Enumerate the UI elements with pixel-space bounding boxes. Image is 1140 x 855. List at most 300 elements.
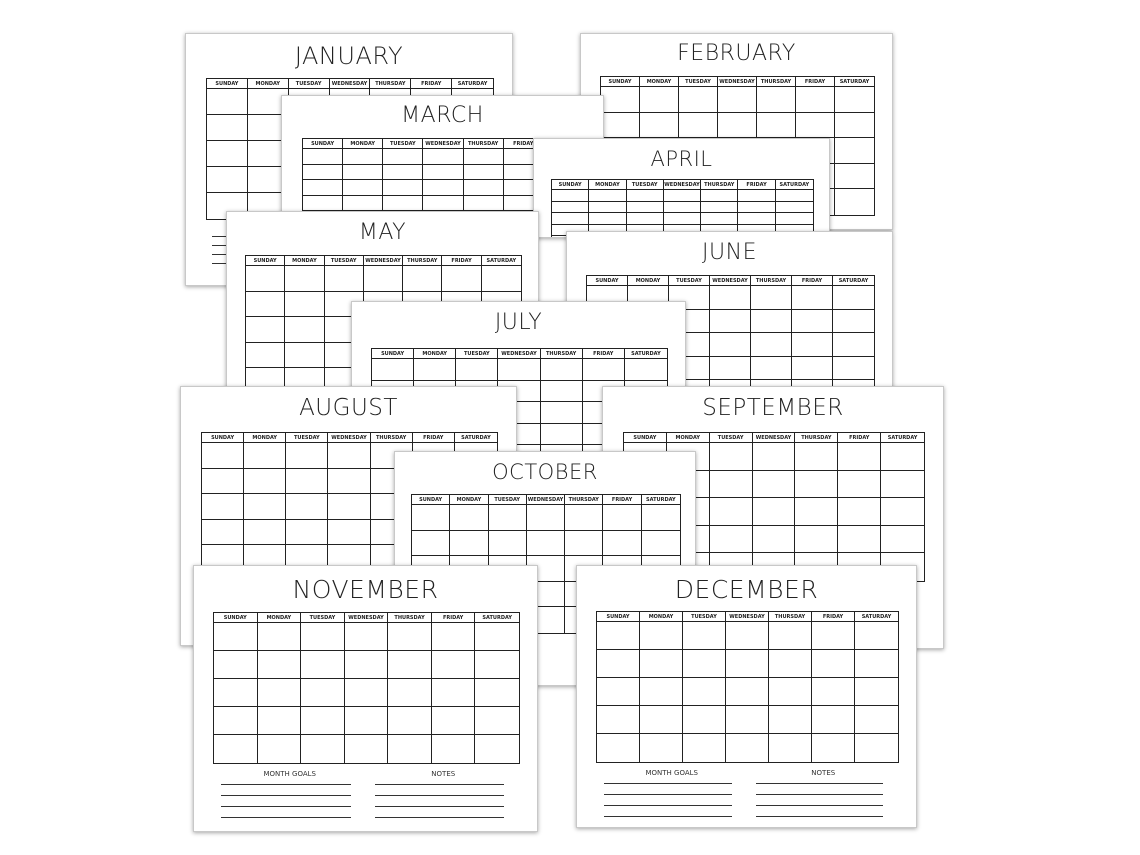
- weekday-header: THURSDAY: [769, 612, 812, 622]
- day-cell[interactable]: [388, 735, 432, 763]
- day-cell[interactable]: [423, 180, 463, 196]
- month-title: JANUARY: [294, 42, 404, 70]
- day-cell[interactable]: [664, 190, 701, 202]
- day-cell[interactable]: [286, 520, 328, 546]
- day-cell[interactable]: [583, 359, 625, 381]
- day-cell[interactable]: [207, 167, 248, 193]
- day-cell[interactable]: [640, 650, 683, 678]
- day-cell[interactable]: [683, 706, 726, 734]
- day-cell[interactable]: [432, 735, 476, 763]
- weekday-header: FRIDAY: [796, 77, 835, 87]
- day-cell[interactable]: [835, 189, 874, 215]
- day-cell[interactable]: [207, 115, 248, 141]
- day-cell[interactable]: [833, 310, 874, 334]
- day-cell[interactable]: [343, 196, 383, 212]
- weekday-header: MONDAY: [628, 276, 669, 286]
- month-grid: [551, 179, 814, 238]
- weekday-header: FRIDAY: [432, 613, 476, 623]
- weekday-header: WEDNESDAY: [726, 612, 769, 622]
- day-cell[interactable]: [328, 443, 370, 469]
- day-cell[interactable]: [792, 286, 833, 310]
- note-line[interactable]: [375, 784, 505, 785]
- weekday-header: FRIDAY: [792, 276, 833, 286]
- weekday-header: SATURDAY: [452, 79, 493, 89]
- day-cell[interactable]: [423, 196, 463, 212]
- day-cell[interactable]: [207, 89, 248, 115]
- day-cell[interactable]: [489, 531, 527, 557]
- weekday-header: SATURDAY: [881, 433, 924, 443]
- day-cell[interactable]: [769, 734, 812, 762]
- day-cell[interactable]: [881, 471, 924, 499]
- day-cell[interactable]: [464, 196, 504, 212]
- day-cell[interactable]: [812, 734, 855, 762]
- note-line[interactable]: [756, 805, 884, 806]
- day-cell[interactable]: [456, 359, 498, 381]
- day-cell[interactable]: [286, 443, 328, 469]
- weekday-header: THURSDAY: [701, 180, 738, 190]
- month-title: DECEMBER: [674, 575, 819, 604]
- day-cell[interactable]: [475, 735, 519, 763]
- day-cell[interactable]: [383, 196, 423, 212]
- day-cell[interactable]: [701, 190, 738, 202]
- month-title: SEPTEMBER: [702, 395, 844, 421]
- day-cell[interactable]: [498, 359, 540, 381]
- day-cell[interactable]: [450, 531, 488, 557]
- note-line[interactable]: [756, 816, 884, 817]
- day-cell[interactable]: [701, 202, 738, 214]
- weekday-header: SUNDAY: [303, 139, 343, 149]
- note-line[interactable]: [756, 794, 884, 795]
- weekday-header: SUNDAY: [624, 433, 667, 443]
- day-cell[interactable]: [627, 190, 664, 202]
- weekday-header: SUNDAY: [202, 433, 244, 443]
- day-cell[interactable]: [640, 706, 683, 734]
- day-cell[interactable]: [285, 343, 324, 369]
- day-cell[interactable]: [432, 651, 476, 679]
- day-cell[interactable]: [751, 357, 792, 381]
- goal-line[interactable]: [604, 816, 732, 817]
- day-cell[interactable]: [751, 333, 792, 357]
- day-cell[interactable]: [664, 213, 701, 225]
- day-cell[interactable]: [597, 650, 640, 678]
- day-cell[interactable]: [328, 469, 370, 495]
- day-cell[interactable]: [207, 141, 248, 167]
- weekday-header: WEDNESDAY: [345, 613, 389, 623]
- day-cell[interactable]: [442, 266, 481, 292]
- day-cell[interactable]: [710, 286, 751, 310]
- day-cell[interactable]: [450, 505, 488, 531]
- weekday-header: THURSDAY: [371, 433, 413, 443]
- month-title: NOVEMBER: [292, 575, 439, 604]
- day-cell[interactable]: [565, 531, 603, 557]
- day-cell[interactable]: [475, 679, 519, 707]
- day-cell[interactable]: [812, 622, 855, 650]
- day-cell[interactable]: [388, 707, 432, 735]
- day-cell[interactable]: [776, 190, 813, 202]
- day-cell[interactable]: [301, 623, 345, 651]
- day-cell[interactable]: [726, 706, 769, 734]
- day-cell[interactable]: [589, 190, 626, 202]
- weekday-header: FRIDAY: [603, 495, 641, 505]
- day-cell[interactable]: [597, 678, 640, 706]
- day-cell[interactable]: [589, 202, 626, 214]
- day-cell[interactable]: [776, 202, 813, 214]
- day-cell[interactable]: [464, 165, 504, 181]
- day-cell[interactable]: [345, 651, 389, 679]
- day-cell[interactable]: [642, 505, 680, 531]
- goal-line[interactable]: [604, 794, 732, 795]
- day-cell[interactable]: [244, 443, 286, 469]
- weekday-header: THURSDAY: [403, 256, 442, 266]
- day-cell[interactable]: [753, 443, 796, 471]
- day-cell[interactable]: [475, 623, 519, 651]
- day-cell[interactable]: [303, 165, 343, 181]
- day-cell[interactable]: [835, 164, 874, 190]
- day-cell[interactable]: [642, 531, 680, 557]
- day-cell[interactable]: [423, 165, 463, 181]
- note-line[interactable]: [375, 817, 505, 818]
- day-cell[interactable]: [412, 531, 450, 557]
- day-cell[interactable]: [202, 520, 244, 546]
- day-cell[interactable]: [527, 505, 565, 531]
- weekday-header: SUNDAY: [552, 180, 589, 190]
- day-cell[interactable]: [285, 292, 324, 318]
- day-cell[interactable]: [383, 165, 423, 181]
- day-cell[interactable]: [683, 734, 726, 762]
- day-cell[interactable]: [285, 266, 324, 292]
- day-cell[interactable]: [769, 678, 812, 706]
- day-cell[interactable]: [795, 526, 838, 554]
- day-cell[interactable]: [552, 213, 589, 225]
- day-cell[interactable]: [258, 623, 302, 651]
- month-title: MAY: [358, 220, 407, 245]
- weekday-header: WEDNESDAY: [330, 79, 371, 89]
- day-cell[interactable]: [286, 494, 328, 520]
- day-cell[interactable]: [710, 526, 753, 554]
- day-cell[interactable]: [541, 402, 583, 424]
- weekday-header: TUESDAY: [489, 495, 527, 505]
- day-cell[interactable]: [328, 494, 370, 520]
- weekday-header: MONDAY: [343, 139, 383, 149]
- day-cell[interactable]: [833, 357, 874, 381]
- weekday-header: SATURDAY: [776, 180, 813, 190]
- day-cell[interactable]: [601, 87, 640, 113]
- day-cell[interactable]: [683, 650, 726, 678]
- day-cell[interactable]: [541, 359, 583, 381]
- day-cell[interactable]: [202, 469, 244, 495]
- day-cell[interactable]: [258, 735, 302, 763]
- day-cell[interactable]: [403, 266, 442, 292]
- day-cell[interactable]: [881, 526, 924, 554]
- day-cell[interactable]: [214, 651, 258, 679]
- day-cell[interactable]: [855, 706, 898, 734]
- day-cell[interactable]: [683, 622, 726, 650]
- day-cell[interactable]: [751, 286, 792, 310]
- month-title: AUGUST: [299, 395, 398, 421]
- day-cell[interactable]: [640, 678, 683, 706]
- day-cell[interactable]: [679, 113, 718, 139]
- day-cell[interactable]: [565, 505, 603, 531]
- day-cell[interactable]: [838, 526, 881, 554]
- day-cell[interactable]: [753, 498, 796, 526]
- day-cell[interactable]: [423, 149, 463, 165]
- day-cell[interactable]: [214, 623, 258, 651]
- day-cell[interactable]: [202, 494, 244, 520]
- weekday-header: MONDAY: [244, 433, 286, 443]
- day-cell[interactable]: [726, 622, 769, 650]
- goal-line[interactable]: [221, 795, 351, 796]
- day-cell[interactable]: [345, 707, 389, 735]
- day-cell[interactable]: [627, 202, 664, 214]
- day-cell[interactable]: [597, 622, 640, 650]
- day-cell[interactable]: [527, 531, 565, 557]
- note-line[interactable]: [756, 783, 884, 784]
- day-cell[interactable]: [710, 357, 751, 381]
- month-title: JUNE: [702, 240, 757, 265]
- day-cell[interactable]: [792, 357, 833, 381]
- goal-line[interactable]: [604, 805, 732, 806]
- day-cell[interactable]: [738, 190, 775, 202]
- weekday-header: TUESDAY: [286, 433, 328, 443]
- day-cell[interactable]: [214, 679, 258, 707]
- day-cell[interactable]: [597, 734, 640, 762]
- day-cell[interactable]: [710, 443, 753, 471]
- day-cell[interactable]: [464, 180, 504, 196]
- day-cell[interactable]: [589, 213, 626, 225]
- day-cell[interactable]: [792, 333, 833, 357]
- day-cell[interactable]: [414, 359, 456, 381]
- day-cell[interactable]: [432, 623, 476, 651]
- day-cell[interactable]: [475, 651, 519, 679]
- day-cell[interactable]: [835, 138, 874, 164]
- day-cell[interactable]: [258, 679, 302, 707]
- day-cell[interactable]: [343, 165, 383, 181]
- day-cell[interactable]: [795, 471, 838, 499]
- day-cell[interactable]: [738, 213, 775, 225]
- day-cell[interactable]: [757, 113, 796, 139]
- day-cell[interactable]: [769, 622, 812, 650]
- day-cell[interactable]: [833, 333, 874, 357]
- day-cell[interactable]: [552, 202, 589, 214]
- weekday-header: WEDNESDAY: [328, 433, 370, 443]
- day-cell[interactable]: [388, 679, 432, 707]
- weekday-header: FRIDAY: [413, 433, 455, 443]
- day-cell[interactable]: [388, 651, 432, 679]
- day-cell[interactable]: [301, 707, 345, 735]
- day-cell[interactable]: [541, 424, 583, 446]
- weekday-header: SUNDAY: [412, 495, 450, 505]
- day-cell[interactable]: [710, 471, 753, 499]
- weekday-header: SUNDAY: [207, 79, 248, 89]
- day-cell[interactable]: [464, 149, 504, 165]
- weekday-header: SATURDAY: [625, 349, 667, 359]
- day-cell[interactable]: [855, 678, 898, 706]
- weekday-header: FRIDAY: [504, 139, 544, 149]
- day-cell[interactable]: [726, 678, 769, 706]
- day-cell[interactable]: [640, 734, 683, 762]
- day-cell[interactable]: [664, 202, 701, 214]
- weekday-header: SUNDAY: [246, 256, 285, 266]
- day-cell[interactable]: [246, 317, 285, 343]
- day-cell[interactable]: [718, 113, 757, 139]
- day-cell[interactable]: [432, 679, 476, 707]
- day-cell[interactable]: [796, 87, 835, 113]
- day-cell[interactable]: [552, 190, 589, 202]
- day-cell[interactable]: [710, 310, 751, 334]
- day-cell[interactable]: [835, 113, 874, 139]
- day-cell[interactable]: [776, 213, 813, 225]
- day-cell[interactable]: [343, 149, 383, 165]
- day-cell[interactable]: [202, 443, 244, 469]
- day-cell[interactable]: [345, 735, 389, 763]
- day-cell[interactable]: [258, 651, 302, 679]
- day-cell[interactable]: [364, 266, 403, 292]
- day-cell[interactable]: [325, 266, 364, 292]
- notes-label: NOTES: [811, 769, 836, 777]
- day-cell[interactable]: [627, 213, 664, 225]
- day-cell[interactable]: [625, 359, 667, 381]
- day-cell[interactable]: [769, 650, 812, 678]
- day-cell[interactable]: [812, 706, 855, 734]
- day-cell[interactable]: [244, 469, 286, 495]
- weekday-header: MONDAY: [258, 613, 302, 623]
- day-cell[interactable]: [388, 623, 432, 651]
- day-cell[interactable]: [757, 87, 796, 113]
- day-cell[interactable]: [710, 333, 751, 357]
- day-cell[interactable]: [683, 678, 726, 706]
- day-cell[interactable]: [753, 526, 796, 554]
- day-cell[interactable]: [303, 180, 343, 196]
- day-cell[interactable]: [601, 113, 640, 139]
- day-cell[interactable]: [301, 735, 345, 763]
- day-cell[interactable]: [881, 443, 924, 471]
- day-cell[interactable]: [603, 531, 641, 557]
- day-cell[interactable]: [838, 471, 881, 499]
- day-cell[interactable]: [838, 498, 881, 526]
- day-cell[interactable]: [244, 520, 286, 546]
- weekday-header: THURSDAY: [751, 276, 792, 286]
- day-cell[interactable]: [640, 113, 679, 139]
- day-cell[interactable]: [855, 734, 898, 762]
- weekday-header: TUESDAY: [289, 79, 330, 89]
- day-cell[interactable]: [710, 498, 753, 526]
- day-cell[interactable]: [246, 266, 285, 292]
- month-title: APRIL: [650, 147, 713, 171]
- day-cell[interactable]: [372, 359, 414, 381]
- day-cell[interactable]: [246, 292, 285, 318]
- month-title: OCTOBER: [492, 460, 598, 484]
- day-cell[interactable]: [812, 650, 855, 678]
- day-cell[interactable]: [343, 180, 383, 196]
- weekday-header: SATURDAY: [475, 613, 519, 623]
- goal-line[interactable]: [221, 784, 351, 785]
- day-cell[interactable]: [640, 622, 683, 650]
- weekday-header: MONDAY: [414, 349, 456, 359]
- day-cell[interactable]: [679, 87, 718, 113]
- goal-line[interactable]: [221, 806, 351, 807]
- day-cell[interactable]: [795, 443, 838, 471]
- day-cell[interactable]: [285, 317, 324, 343]
- day-cell[interactable]: [541, 381, 583, 403]
- day-cell[interactable]: [301, 651, 345, 679]
- day-cell[interactable]: [597, 706, 640, 734]
- day-cell[interactable]: [835, 87, 874, 113]
- day-cell[interactable]: [738, 202, 775, 214]
- day-cell[interactable]: [812, 678, 855, 706]
- day-cell[interactable]: [751, 310, 792, 334]
- day-cell[interactable]: [345, 679, 389, 707]
- day-cell[interactable]: [769, 706, 812, 734]
- day-cell[interactable]: [303, 149, 343, 165]
- weekday-header: SUNDAY: [587, 276, 628, 286]
- note-line[interactable]: [375, 795, 505, 796]
- day-cell[interactable]: [214, 735, 258, 763]
- weekday-header: MONDAY: [248, 79, 289, 89]
- day-cell[interactable]: [833, 286, 874, 310]
- day-cell[interactable]: [881, 498, 924, 526]
- goal-line[interactable]: [604, 783, 732, 784]
- day-cell[interactable]: [792, 310, 833, 334]
- day-cell[interactable]: [258, 707, 302, 735]
- weekday-header: MONDAY: [589, 180, 626, 190]
- day-cell[interactable]: [603, 505, 641, 531]
- day-cell[interactable]: [345, 623, 389, 651]
- day-cell[interactable]: [301, 679, 345, 707]
- calendar-page-november: [193, 565, 538, 832]
- day-cell[interactable]: [432, 707, 476, 735]
- day-cell[interactable]: [701, 213, 738, 225]
- day-cell[interactable]: [303, 196, 343, 212]
- day-cell[interactable]: [795, 498, 838, 526]
- day-cell[interactable]: [482, 266, 521, 292]
- weekday-header: WEDNESDAY: [710, 276, 751, 286]
- weekday-header: TUESDAY: [301, 613, 345, 623]
- note-line[interactable]: [375, 806, 505, 807]
- weekday-header: SUNDAY: [372, 349, 414, 359]
- goal-line[interactable]: [221, 817, 351, 818]
- weekday-header: MONDAY: [640, 612, 683, 622]
- day-cell[interactable]: [726, 650, 769, 678]
- weekday-header: THURSDAY: [565, 495, 603, 505]
- day-cell[interactable]: [718, 87, 757, 113]
- day-cell[interactable]: [383, 180, 423, 196]
- day-cell[interactable]: [244, 494, 286, 520]
- day-cell[interactable]: [214, 707, 258, 735]
- day-cell[interactable]: [286, 469, 328, 495]
- day-cell[interactable]: [246, 343, 285, 369]
- month-goals-label: MONTH GOALS: [263, 770, 316, 778]
- weekday-header: THURSDAY: [795, 433, 838, 443]
- day-cell[interactable]: [475, 707, 519, 735]
- day-cell[interactable]: [328, 520, 370, 546]
- day-cell[interactable]: [726, 734, 769, 762]
- day-cell[interactable]: [383, 149, 423, 165]
- day-cell[interactable]: [855, 622, 898, 650]
- day-cell[interactable]: [838, 443, 881, 471]
- weekday-header: MONDAY: [450, 495, 488, 505]
- day-cell[interactable]: [640, 87, 679, 113]
- day-cell[interactable]: [855, 650, 898, 678]
- weekday-header: WEDNESDAY: [718, 77, 757, 87]
- month-title: MARCH: [401, 103, 484, 128]
- weekday-header: SATURDAY: [642, 495, 680, 505]
- day-cell[interactable]: [753, 471, 796, 499]
- day-cell[interactable]: [796, 113, 835, 139]
- day-cell[interactable]: [412, 505, 450, 531]
- day-cell[interactable]: [489, 505, 527, 531]
- weekday-header: THURSDAY: [464, 139, 504, 149]
- weekday-header: FRIDAY: [738, 180, 775, 190]
